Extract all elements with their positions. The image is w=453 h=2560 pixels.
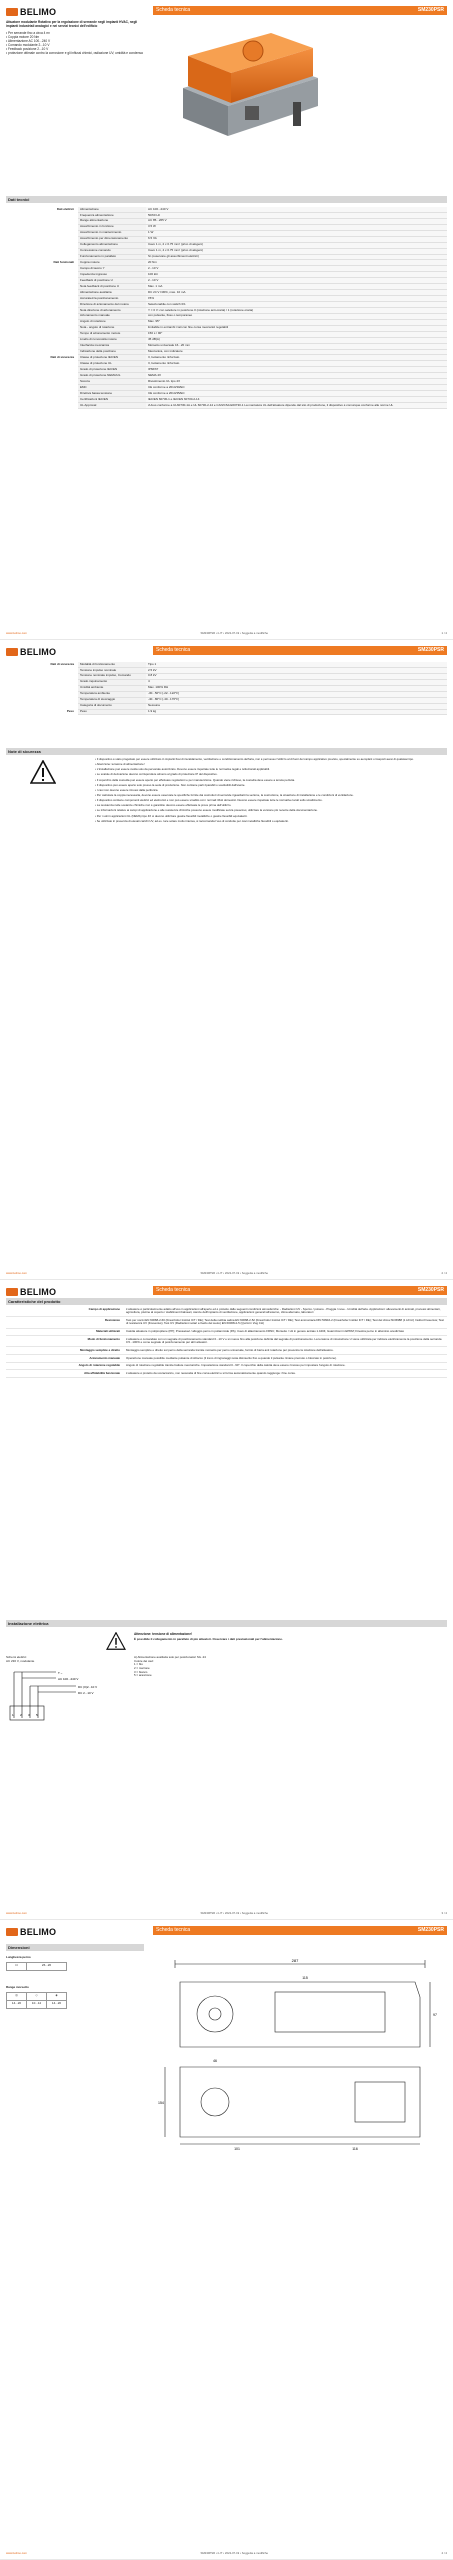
spec-group: Dati funzionali: [53, 259, 74, 264]
dimension-drawing: [155, 1952, 445, 2152]
belimo-logo: [6, 1286, 57, 1298]
note: 5 = arancione: [134, 1673, 152, 1678]
spec-value: Nessuna: [146, 703, 447, 709]
product-row: [6, 1328, 447, 1336]
header-bar: [153, 646, 447, 655]
spec-value: -40...80°C [-40...176°F]: [146, 697, 447, 703]
square-shaft-icon: ◇: [27, 1992, 47, 2000]
brand-name: BELIMO: [20, 647, 57, 657]
logo-mark-icon: [6, 648, 18, 656]
page-footer: [6, 2552, 447, 2555]
spec-key: Azionamento manuale: [78, 313, 146, 319]
dim-label: 101: [234, 2147, 240, 2151]
spec-value: 2.5 kV: [146, 667, 447, 673]
page-number: 2 / 4: [441, 1270, 447, 1275]
scheme-title: Schemi elettrici: [6, 1655, 27, 1659]
spec-value: Cavo 1 m, 4 x 0.75 mm² (privo di alogeni): [146, 248, 447, 254]
spec-value: CE conforme a 2014/35/EC: [146, 391, 447, 397]
safety-list: [95, 758, 435, 825]
spec-value: Meccanica, con indicatore: [146, 349, 447, 355]
safety-item: • I cavi non devono essere rimossi dalla periferica.: [95, 787, 159, 792]
spec-group: Dati elettrici: [56, 206, 74, 211]
spec-value: Max. 100% RH: [146, 685, 447, 691]
belimo-logo: [6, 6, 57, 18]
spec-key: Tensione impulso nominale: [78, 667, 146, 673]
scheme-subtitle: AC 230 V, modulante: [6, 1659, 35, 1663]
spec-value: 2...10 V: [146, 278, 447, 284]
spec-value: cULus conforme a UL60730-1A e UL 60730-2-14 e CAN/CSA E60730-1 La marcatura UL dell'attuatore dipende dal sito di produzione, il dispositivo è comunque conforme alle norme UL: [146, 402, 447, 408]
product-table: [6, 1306, 447, 1378]
safety-item: • Il dispositivo può essere aperto solo presso la sede di produzione. Non contiene parti riparabili o sostituibili dall'utente.: [95, 782, 246, 787]
clamp-range: [6, 1986, 67, 2009]
footer-doc: SM230PSR • it-IT • 2022-07-19 • Soggetta a modifiche: [200, 2550, 269, 2555]
spec-key: Umidità ambiente: [78, 685, 146, 691]
range-value: 10...14: [27, 2000, 47, 2008]
product-value: L'attuatore è protetto da sovraccarico, non necessita di fine corsa elettrici e si ferma automaticamente quando raggiunge i fine corsa.: [124, 1370, 447, 1378]
spec-value: IP66/67: [146, 367, 447, 373]
product-key: Campo di applicazione: [6, 1306, 124, 1317]
sheet-title: Scheda tecnica: [156, 1927, 191, 1934]
safety-item: • Il dispositivo è stato progettato per essere utilizzato in impianti fissi di riscaldamento, ventilazione e condizionamento dell'aria, non è permesso l'utilizzo al di fuori del campo applicativo previsto, specialmente su aeroplani o trasporti aerei di qualsiasi tipo.: [95, 757, 414, 761]
spec-key: Modalità di funzionamento: [78, 662, 146, 667]
product-value: Montaggio semplice e diretto sul perno della serranda tramite morsetto per perno universale, fornito di barra anti rotazione per prevenire la rotazione dell'attuatore.: [124, 1347, 447, 1355]
spec-value: II, Isolamento rinforzato: [146, 355, 447, 361]
wiring-diagram: [6, 1666, 121, 1726]
spec-value: CE conforme a 2014/30/EC: [146, 385, 447, 391]
safety-item: • Il coperchio della custodia può essere aperto per effettuare regolazioni e per manutenzione. Quando viene richiuso, la custodia deve essere a tenuta perfetta.: [95, 777, 295, 782]
shaft-value: 26...26: [27, 1962, 67, 1970]
page-number: 1 / 4: [441, 630, 447, 635]
product-key: Resistenze: [6, 1317, 124, 1328]
page-1: [0, 0, 453, 640]
spec-key: Grado inquinamento: [78, 679, 146, 685]
spec-key: Impedenza ingresso: [78, 272, 146, 278]
electrical-warning-title: Attenzione: tensione di alimentazione!: [134, 1632, 193, 1636]
range-value: 14...20: [47, 2000, 67, 2008]
spec-key: Grado di protezione NEMA/UL: [78, 373, 146, 379]
model-code: SM230PSR: [417, 7, 444, 14]
spec-key: EMC: [78, 385, 146, 391]
safety-item: • Il dispositivo contiene componenti elettrici ed elettronici e non può essere smaltito con i normali rifiuti domestici. Devono essere rispettate tutte le normative locali sullo smaltimento.: [95, 798, 323, 803]
header-bar: [153, 6, 447, 15]
spec-key: Classe di protezione IEC/EN: [78, 355, 146, 361]
dim-label: 97: [433, 2013, 437, 2017]
spec-key: Livello di rumorosità motore: [78, 337, 146, 343]
actuator-photo: [153, 18, 333, 158]
intro-bullet: • Comando modulante 2...10 V: [6, 43, 50, 47]
spec-value: 45 dB(A): [146, 337, 447, 343]
section-safety: Note di sicurezza: [6, 748, 447, 755]
spec-key: Indicazione della posizione: [78, 349, 146, 355]
product-row: [6, 1370, 447, 1378]
scheme-label: 3: [28, 1713, 30, 1717]
section-dati-tecnici: Dati tecnici: [6, 196, 447, 203]
spec-key: Temperatura ambiente: [78, 691, 146, 697]
intro: [6, 20, 144, 55]
spec-value: 4: [146, 679, 447, 685]
dim-label: 115: [302, 1976, 308, 1980]
spec-value: Cavo 1 m, 2 x 0.75 mm² (privo di alogeni): [146, 242, 447, 248]
product-key: Angolo di rotazione regolabile: [6, 1362, 124, 1370]
note: 1 = blu: [134, 1662, 143, 1667]
spec-key: Direzione di azionamento del motore: [78, 302, 146, 308]
product-row: [6, 1306, 447, 1317]
spec-key: Peso: [78, 709, 146, 715]
spec-key: Classe di protezione UL: [78, 361, 146, 367]
spec-value: 3.5 W: [146, 224, 447, 230]
safety-item: • La resistenza nelle sostanze chimiche non è garantita: devono essere effettuate le prove prima dell'utilizzo.: [95, 803, 232, 808]
spec-value: 50/60 Hz: [146, 212, 447, 218]
intro-bullet: • Alimentazione AC 100...240 V: [6, 39, 51, 43]
model-code: SM230PSR: [417, 1287, 444, 1294]
spec-key: Interfaccia meccanica: [78, 343, 146, 349]
product-value: L'attuatore è particolarmente adatto all'uso in applicazioni all'aperto ed è protetto dalle seguenti condizioni atmosferiche: - Radiazioni UV - Sporco / polvere - Pioggia / neve - Umidità dell'aria. Applicazioni: allevamenti di animali, processi alimentari, agricoltura, piscine al coperto / stabilimenti balneari, stanze dell'impianto di ventilazione, applicazioni generali all'esterno, clima alternato, laboratori: [124, 1306, 447, 1317]
spec-group: Dati di sicurezza: [50, 661, 74, 666]
section-dimensions: Dimensioni: [6, 1944, 144, 1951]
spec-key: Grado di protezione IEC/EN: [78, 367, 146, 373]
spec-key: Scocca: [78, 379, 146, 385]
spec-value: DC 24 V ±30%, max. 10 mA: [146, 290, 447, 296]
spec-key: Direttiva bassa tensione: [78, 391, 146, 397]
spec-value: 1.9 kg: [146, 709, 447, 715]
product-row: [6, 1362, 447, 1370]
note: 3 = bianco: [134, 1669, 148, 1674]
logo-mark-icon: [6, 1288, 18, 1296]
dim-label: 116: [352, 2147, 358, 2151]
dim-label: 287: [291, 1958, 299, 1963]
spec-key: Nota direzione di azionamento: [78, 307, 146, 313]
spec-key: Connessione comando: [78, 248, 146, 254]
product-row: [6, 1347, 447, 1355]
note: Colore dei cavi:: [134, 1658, 154, 1663]
product-row: [6, 1317, 447, 1328]
shaft-icon: ⊡: [7, 1962, 27, 1970]
footer-link[interactable]: www.belimo.com: [6, 1270, 27, 1275]
spec-key: Categoria di documento: [78, 703, 146, 709]
section-electrical: Installazione elettrica: [6, 1620, 447, 1627]
footer-doc: SM230PSR • it-IT • 2022-07-19 • Soggetta a modifiche: [200, 1910, 269, 1915]
product-row: [6, 1355, 447, 1363]
spec-value: Max. 95°: [146, 319, 447, 325]
spec-value: Sì (osservare gli assorbimenti elettrici): [146, 254, 447, 260]
spec-value: 0.8 kV: [146, 673, 447, 679]
product-key: Modo di funzionamento: [6, 1336, 124, 1347]
spec-key: Temperatura di stoccaggio: [78, 697, 146, 703]
dim-label: 46: [213, 2059, 217, 2063]
electrical-notes: [134, 1656, 206, 1678]
sheet-title: Scheda tecnica: [156, 7, 191, 14]
intro-bullet: • Feedback posizione 2...10 V: [6, 47, 49, 51]
scheme-label: 1: [12, 1713, 14, 1717]
spec-key: Funzionamento in parallelo: [78, 254, 146, 260]
square-shaft-icon: ◈: [47, 1992, 67, 2000]
spec-value: 1 W: [146, 230, 447, 236]
model-code: SM230PSR: [417, 1927, 444, 1934]
safety-item: • Le informazioni relative ai campi di applicazione e alle resistenze chimiche possono essere modificate senza preavviso; utilizzare la versione più recente della documentazione.: [95, 808, 318, 813]
scheme-label: DC 2...10 V: [78, 1691, 94, 1695]
warning-icon: [30, 760, 56, 784]
product-value: L'attuatore è comandato con un segnale di posizionamento standard 0...10 V e si muove fino alla posizione definita dal segnale di posizionamento. La tensione di misurazione U viene utilizzata per indicare elettricamente la posizione della serranda 0.5...100% e come segnale di posizionamento per altri attuatori.: [124, 1336, 447, 1347]
scheme-label: T ~: [58, 1671, 63, 1675]
clamp-range-label: Range morsetto: [6, 1985, 29, 1989]
spec-value: 100 kΩ: [146, 272, 447, 278]
product-key: Montaggio semplice e diretto: [6, 1347, 124, 1355]
spec-value: -30...50°C [-22...122°F]: [146, 691, 447, 697]
spec-value: Rivestimento UL tipo 4X: [146, 379, 447, 385]
spec-value: limitabile in entrambi i lati con fine corsa meccanici regolabili: [146, 325, 447, 331]
spec-key: Angolo di rotazione: [78, 319, 146, 325]
spec-value: Selezionabile con switch 0/1: [146, 302, 447, 308]
footer-link[interactable]: www.belimo.com: [6, 2550, 27, 2555]
intro-text: Attuatore modulante Rotativo per la regolazione di serrande negli impianti HVAC, negli impianti industriali analogici e nei servizi tecnici dell'edificio: [6, 20, 138, 28]
spec-value: IEC/EN 60730-1 e IEC/EN 60730-2-14: [146, 397, 447, 403]
scheme-label: 5: [36, 1713, 38, 1717]
spec-key: Alimentazione: [78, 207, 146, 212]
spec-value: Tipo 1: [146, 662, 447, 667]
spec-key: Certificazioni IEC/EN: [78, 397, 146, 403]
electrical-warning-text: È possibile il collegamento in parallelo di più attuatori. Osservare i dati prestazionali per l'alimentazione.: [134, 1637, 283, 1641]
spec-value: Y = 0 V: con selettore in posizione 0 (rotazione anti-oraria) / 1 (rotazione oraria): [146, 307, 447, 313]
intro-bullets: [6, 31, 144, 55]
product-value: Calotta attuatore in polipropilene (PP); Pressacavi / alloggio perno in poliammide (PA); Cavo di allacciamento FRNC; Morsetto / viti in genere acciaio 1.4404; Guarnizioni in EPDM; Finestra perno in alluminio anodizzato: [124, 1328, 447, 1336]
brand-name: BELIMO: [20, 1927, 57, 1937]
spec-key: Feedback di posizione U: [78, 278, 146, 284]
spec-group: Dati di sicurezza: [50, 354, 74, 359]
note: 2 = marrone: [134, 1665, 150, 1670]
spec-key: Frequenza alimentazione: [78, 212, 146, 218]
footer-doc: SM230PSR • it-IT • 2022-07-19 • Soggetta a modifiche: [200, 630, 269, 635]
spec-key: Assorbimento in mantenimento: [78, 230, 146, 236]
spec-value: 20 Nm: [146, 260, 447, 266]
spec-key: Assorbimento per dimensionamento: [78, 236, 146, 242]
sheet-title: Scheda tecnica: [156, 647, 191, 654]
spec-value: 6.5 VA: [146, 236, 447, 242]
footer-doc: SM230PSR • it-IT • 2022-07-19 • Soggetta a modifiche: [200, 1270, 269, 1275]
round-shaft-icon: ◎: [7, 1992, 27, 2000]
intro-bullet: • Per serrande fino a circa 4 m²: [6, 31, 50, 35]
range-value: 14...20: [7, 2000, 27, 2008]
spec-value: Morsetto universale 16...20 mm: [146, 343, 447, 349]
belimo-logo: [6, 1926, 57, 1938]
brand-name: BELIMO: [20, 1287, 57, 1297]
page-number: 4 / 4: [441, 2550, 447, 2555]
model-code: SM230PSR: [417, 647, 444, 654]
product-value: Operazione manuale possibile mediante pulsante di sblocco (il treno di ingranaggi resta disinserito fino a quando il pulsante rimane premuto o bloccato in posizione).: [124, 1355, 447, 1363]
spec-key: Coppia motore: [78, 260, 146, 266]
scheme-label: DC (0)2...10 V: [78, 1685, 98, 1689]
spec-key: Nota - angolo di rotazione: [78, 325, 146, 331]
brand-name: BELIMO: [20, 7, 57, 17]
header-bar: [153, 1926, 447, 1935]
spec-key: Alimentazione ausiliaria: [78, 290, 146, 296]
spec-value: con pulsante, fisso o temporaneo: [146, 313, 447, 319]
product-key: Azionamento manuale: [6, 1355, 124, 1363]
note: A) Alimentazione ausiliaria solo per posizionatori SG..24: [134, 1655, 206, 1659]
belimo-logo: [6, 646, 57, 658]
footer-link[interactable]: www.belimo.com: [6, 630, 27, 635]
spec-key: Campo di lavoro Y: [78, 266, 146, 272]
spec-value: 150 s / 90°: [146, 331, 447, 337]
spec-key: Accuratezza posizionamento: [78, 296, 146, 302]
page-4: [0, 1920, 453, 2560]
safety-item: • Attenzione: tensione di alimentazione!: [95, 762, 145, 767]
spec-value: Max. 1 mA: [146, 284, 447, 290]
warning-icon: [106, 1632, 126, 1650]
spec-key: UL Approval: [78, 402, 146, 408]
spec-key: Range alimentazione: [78, 218, 146, 224]
footer-link[interactable]: www.belimo.com: [6, 1910, 27, 1915]
safety-item: • Se utilizzato in presenza di elevati carichi UV, ad es. luce solare molto intensa, si raccomanda l'uso di condotte per cavi metalliche flessibili o equivalenti.: [95, 818, 289, 823]
sheet-title: Scheda tecnica: [156, 1287, 191, 1294]
spec-value: ±5%: [146, 296, 447, 302]
spec-key: Assorbimento in funzione: [78, 224, 146, 230]
intro-bullet: • Coppia motore 20 Nm: [6, 35, 40, 39]
spec-group: Peso: [66, 708, 74, 713]
shaft-length-label: Lunghezza perno: [6, 1955, 31, 1959]
page-number: 3 / 4: [441, 1910, 447, 1915]
spec-value: AC 100...240 V: [146, 207, 447, 212]
spec-group: [6, 402, 78, 408]
spec-table: [6, 207, 447, 409]
page-3: [0, 1280, 453, 1920]
logo-mark-icon: [6, 8, 18, 16]
spec-key: Nota feedback di posizione U: [78, 284, 146, 290]
product-key: Alta affidabilità funzionale: [6, 1370, 124, 1378]
safety-item: • Le scatole di derivazione devono corrispondere almeno al grado di protezione IP del dispositivo.: [95, 772, 218, 777]
spec-key: Tempo di azionamento motore: [78, 331, 146, 337]
spec-value: 2...10 V: [146, 266, 447, 272]
page-footer: [6, 1272, 447, 1275]
spec-value: II, Isolamento rinforzato: [146, 361, 447, 367]
shaft-length: [6, 1956, 67, 1971]
intro-bullet: • protezione ottimale contro la corrosione e gli influssi chimici, radiazione UV, umidità e condensa: [6, 51, 143, 55]
section-product: Caratteristiche del prodotto: [6, 1298, 447, 1305]
spec-key: Collegamento alimentazione: [78, 242, 146, 248]
spec-key: Tensione nominale impulso, Comando: [78, 673, 146, 679]
page-footer: [6, 632, 447, 635]
logo-mark-icon: [6, 1928, 18, 1936]
product-value: Angolo di rotazione regolabile tramite battute meccaniche. Impostazione standard 0...90°. Il coperchio della calotta deve essere rimosso per impostare l'angolo di rotazione.: [124, 1362, 447, 1370]
spec-table-continued: [6, 662, 447, 715]
product-row: [6, 1336, 447, 1347]
safety-item: • Per i soli in applicazioni UL (NEMA) tipo 4X si devono utilizzare guaine flessibili metalliche o guaine flessibili equivalenti.: [95, 813, 248, 818]
product-key: Materiali utilizzati: [6, 1328, 124, 1336]
product-value: Test per nocivi EN 60068-2-60 (Fraunhofer Institut ICT / DE); Test della nebbia salina EN 60068-2-52 (Fraunhofer Institut ICT / DE); Test ammoniaca DIN 50916-2 (Fraunhofer Institut ICT / DE); Test del clima ISO6988 (1 kJ/m²) Institut Fresenius; Test di resistenza UV (Fresenius); Test UV (Radiazioni solari a livello del suolo) EN 60068-2-5 (Quzmit / Zug CH): [124, 1317, 447, 1328]
spec-row: [6, 402, 447, 408]
safety-item: • L'installazione può essere svolta solo da personale autorizzato. Devono essere rispettate tutte le normative legali e istituzionali applicabili.: [95, 767, 270, 772]
header-bar: [153, 1286, 447, 1295]
spec-row: [6, 709, 447, 715]
scheme-label: 2: [20, 1713, 22, 1717]
page-footer: [6, 1912, 447, 1915]
scheme-label: AC 100...240 V: [58, 1677, 79, 1681]
spec-value: NEMA 4X: [146, 373, 447, 379]
dim-label: 154: [158, 2101, 164, 2105]
spec-value: AC 85...265 V: [146, 218, 447, 224]
page-2: [0, 640, 453, 1280]
safety-item: • Per calcolare la coppia necessaria, devono essere osservate le specifiche fornite dai costruttori di serrande riguardanti la sezione, la costruzione, la situazione di installazione e le condizioni di ventilazione.: [95, 792, 354, 797]
